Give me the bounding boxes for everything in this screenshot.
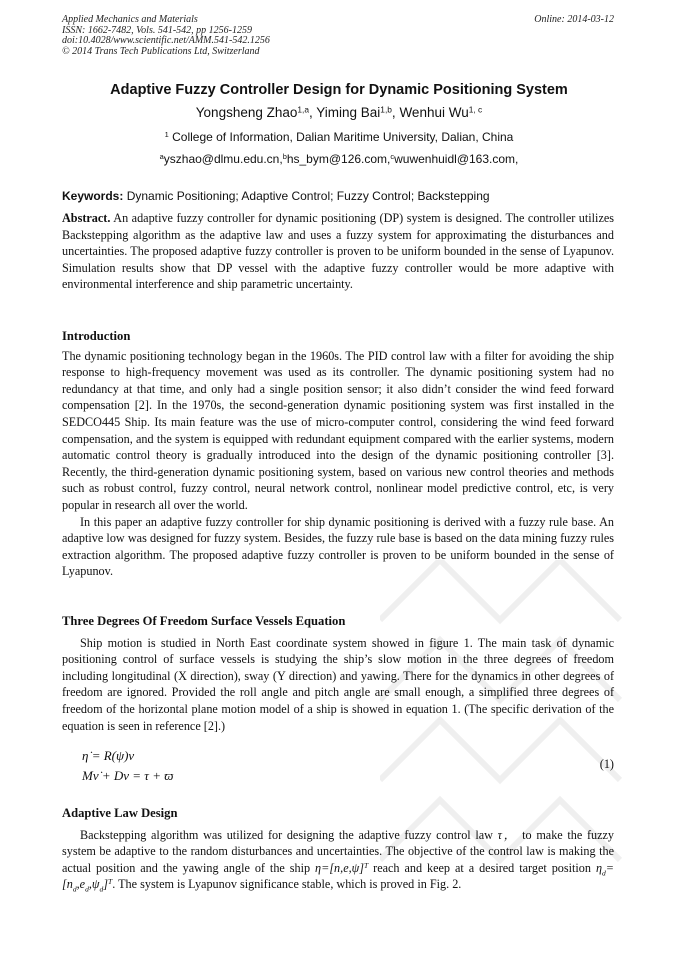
keywords-text: Dynamic Positioning; Adaptive Control; Fuzzy Control; Backstepping bbox=[126, 189, 490, 203]
journal-name: Applied Mechanics and Materials bbox=[62, 14, 198, 25]
author-name: Yiming Bai bbox=[316, 105, 381, 120]
keywords bbox=[62, 189, 614, 203]
issn-line: ISSN: 1662-7482, Vols. 541-542, pp 1256-1259 bbox=[62, 24, 252, 36]
adaptive-law-section bbox=[62, 805, 614, 893]
author-sup: 1, c bbox=[468, 104, 483, 115]
keywords-label: Keywords: bbox=[62, 189, 124, 203]
equation-number: (1) bbox=[599, 757, 614, 771]
email-link[interactable]: wuwenhuidl@163.com, bbox=[394, 152, 519, 166]
equation-line: η̇ = R(ψ)ν bbox=[82, 748, 135, 763]
text-run: reach and keep at a desired target position bbox=[373, 860, 591, 875]
paper-title: Adaptive Fuzzy Controller Design for Dynamic Positioning System bbox=[110, 82, 568, 98]
math-symbol: =[n bbox=[62, 860, 614, 892]
email-sup: b bbox=[282, 151, 287, 161]
text-run: Backstepping algorithm was utilized for designing the adaptive fuzzy control law bbox=[80, 827, 493, 842]
paragraph: Ship motion is studied in North East coordinate system showed in figure 1. The main task of dynamic positioning control of surface vessels is studying the ship’s slow motion in the three degrees of freedom including longitudinal (X direction), sway (Y direction) and yawing. There for the dynamics in other degrees of freedom are ignored. Provided the roll angle and pitch angle are small enough, a simplified three degrees of freedom of the horizontal plane motion model of a ship is showed in equation 1. (The specific derivation of the equation is seen in reference [2].) bbox=[62, 635, 614, 733]
math-sub: d bbox=[72, 884, 77, 894]
running-header bbox=[62, 15, 614, 57]
math-symbol: ,ψ bbox=[88, 877, 100, 892]
email-link[interactable]: hs_bym@126.com, bbox=[286, 152, 391, 166]
vessel-equation-section bbox=[62, 613, 614, 734]
author-list: Yongsheng Zhao$^{1,a}$, Yiming Bai$^{1,b}$, Wenhui Wu$^{1, c}$ bbox=[195, 104, 483, 120]
abstract-text: An adaptive fuzzy controller for dynamic positioning (DP) system is designed. The controller utilizes Backstepping algorithm as the adaptive law and uses a fuzzy system for approximating the disturbances and uncertainties. The proposed adaptive fuzzy controller is proven to be uniform bounded in the sense of Lyapunov. Simulation results show that DP vessel with the adaptive fuzzy controller would be more adaptive with environmental interference and ship parametric uncertainty. bbox=[62, 211, 615, 292]
paragraph: The dynamic positioning technology began in the 1960s. The PID control law with a filter for avoiding the ship response to high-frequency movement was used as its controller. The dynamic positioning system had no redundancy at that time, and only had a single position sensor; it also didn’t consider the wind feed forward compensation [2]. In the 1970s, the second-generation dynamic positioning system was first installed in the SEDCO445 Ship. Its main feature was the use of micro-computer control, considering the wind feed forward compensation, and the system is equipped with redundant equipment compared with the earlier systems, modern automatic control theory is gradually introduced into the design of the dynamic positioning controller [3]. Recently, the third-generation dynamic positioning system, based on various new control theories and methods such as robust control, fuzzy control, neural network control, nonlinear model predictive control, etc, is very popular in research all over the world. bbox=[62, 348, 614, 512]
email-sup: a bbox=[159, 151, 164, 161]
math-tau: τ， bbox=[497, 827, 518, 842]
section-heading: Three Degrees Of Freedom Surface Vessels Equation bbox=[62, 614, 346, 628]
affiliation bbox=[0, 130, 678, 144]
math-transpose: T bbox=[363, 860, 369, 870]
affiliation-sup: 1 bbox=[164, 129, 169, 139]
doi-line: doi:10.4028/www.scientific.net/AMM.541-542.1256 bbox=[62, 35, 270, 47]
equation-1 bbox=[82, 746, 173, 786]
author-name: Wenhui Wu bbox=[399, 105, 469, 120]
email-sup: c bbox=[390, 151, 395, 161]
section-heading: Adaptive Law Design bbox=[62, 806, 178, 820]
math-symbol: ,e bbox=[76, 877, 86, 892]
paragraph bbox=[62, 827, 614, 893]
paragraph: In this paper an adaptive fuzzy controller for ship dynamic positioning is derived with a fuzzy rule base. An adaptive low was designed for fuzzy system. Besides, the fuzzy rule base is based on the data mining fuzzy rules extraction algorithm. The proposed adaptive fuzzy controller is proven to be uniform bounded in the sense of Lyapunov. bbox=[62, 514, 614, 579]
math-sub: d bbox=[601, 868, 606, 878]
text-run: . The system is Lyapunov significance stable, which is proved in Fig. 2. bbox=[112, 877, 462, 892]
abstract bbox=[62, 210, 614, 293]
author-sup: 1,b bbox=[380, 104, 392, 115]
math-transpose: T bbox=[108, 877, 113, 887]
text-run: to make the fuzzy system be adaptive to the random disturbances and uncertainties. The objective of the control law is making the actual position and the yawing angle of the ship bbox=[62, 827, 615, 875]
math-symbol: ] bbox=[103, 877, 109, 892]
copyright-line: © 2014 Trans Tech Publications Ltd, Switzerland bbox=[62, 45, 260, 57]
math-symbol: η bbox=[595, 860, 602, 875]
email-link[interactable]: yszhao@dlmu.edu.cn, bbox=[163, 152, 283, 166]
abstract-label: Abstract. bbox=[62, 211, 111, 225]
online-date: Online: 2014-03-12 bbox=[534, 14, 614, 25]
introduction-section bbox=[62, 328, 614, 580]
section-heading: Introduction bbox=[62, 329, 131, 343]
author-name: Yongsheng Zhao bbox=[195, 105, 298, 120]
math-sub: d bbox=[85, 884, 89, 894]
author-sup: 1,a bbox=[297, 104, 309, 115]
math-sub: d bbox=[99, 884, 104, 894]
equation-line: Mν̇ + Dν = τ + ϖ bbox=[82, 768, 174, 783]
math-eta: η=[n,e,ψ] bbox=[315, 860, 364, 875]
affiliation-text: College of Information, Dalian Maritime University, Dalian, China bbox=[172, 130, 514, 144]
email-list bbox=[0, 152, 678, 166]
